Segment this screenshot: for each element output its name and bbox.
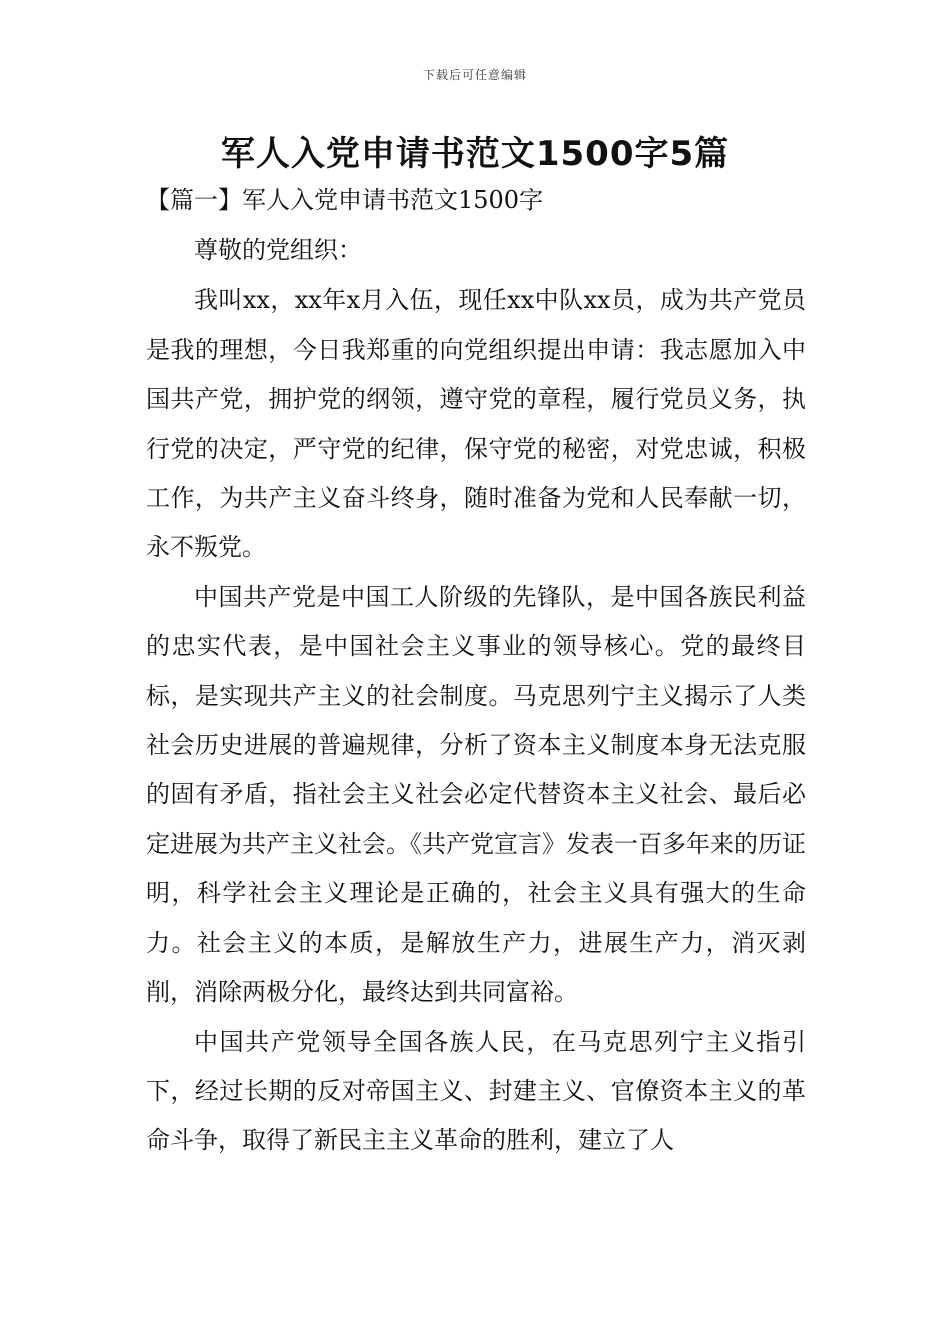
header-note: 下载后可任意编辑 xyxy=(422,68,527,82)
section-heading: 【篇一】军人入党申请书范文1500字 xyxy=(146,186,544,214)
paragraph: 我叫xx，xx年x月入伍，现任xx中队xx员，成为共产党员是我的理想，今日我郑重的向党组织提出申请：我志愿加入中国共产党，拥护党的纲领，遵守党的章程，履行党员义务，执行党的决定，严守党的纪律，保守党的秘密，对党忠诚，积极工作，为共产主义奋斗终身，随时准备为党和人民奉献一切，永不叛党。 xyxy=(146,286,806,562)
body-text xyxy=(146,226,806,1166)
salutation: 尊敬的党组织： xyxy=(194,236,362,264)
document-title: 军人入党申请书范文1500字5篇 xyxy=(220,134,730,174)
paragraph: 中国共产党领导全国各族人民，在马克思列宁主义指引下，经过长期的反对帝国主义、封建主义、官僚资本主义的革命斗争，取得了新民主主义革命的胜利，建立了人 xyxy=(146,1027,806,1155)
paragraph: 中国共产党是中国工人阶级的先锋队，是中国各族民利益的忠实代表，是中国社会主义事业的领导核心。党的最终目标，是实现共产主义的社会制度。马克思列宁主义揭示了人类社会历史进展的普遍规律，分析了资本主义制度本身无法克服的固有矛盾，指社会主义社会必定代替资本主义社会、最后必定进展为共产主义社会。《共产党宣言》发表一百多年来的历证明，科学社会主义理论是正确的，社会主义具有强大的生命力。社会主义的本质，是解放生产力，进展生产力，消灭剥削，消除两极分化，最终达到共同富裕。 xyxy=(146,582,806,1007)
